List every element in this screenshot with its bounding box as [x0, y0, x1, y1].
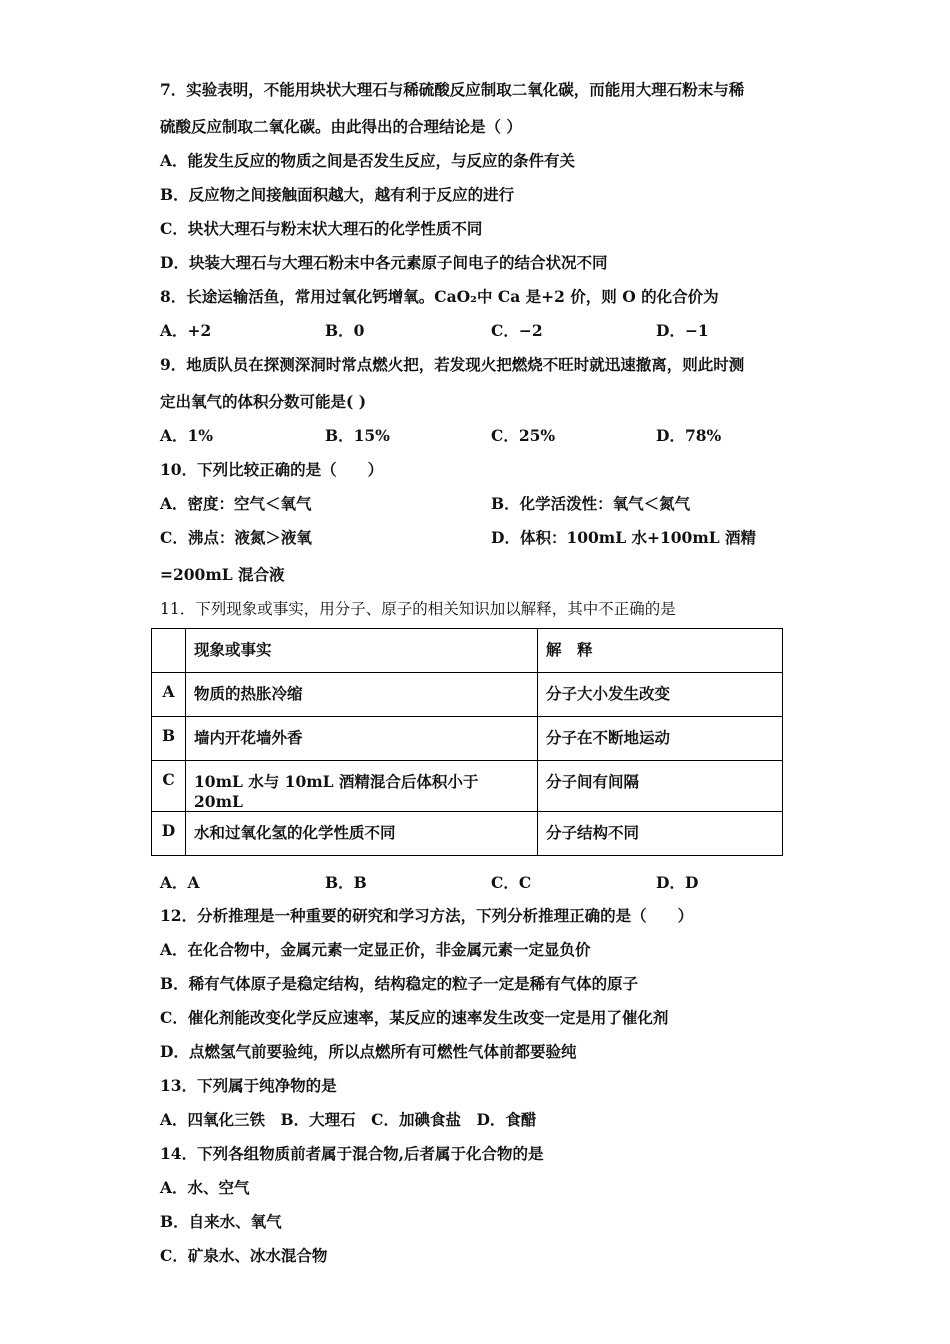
- q11-option-c: C．C: [491, 873, 532, 892]
- q14-option-a: A．水、空气: [160, 1178, 250, 1197]
- table-header-explain: 解 释: [538, 629, 783, 673]
- q8-option-c: C．−2: [491, 321, 543, 340]
- q8-option-b: B．0: [325, 321, 365, 340]
- table-row-key: A: [152, 673, 186, 717]
- q13-stem: 13．下列属于纯净物的是: [160, 1076, 337, 1095]
- q8-option-a: A．+2: [160, 321, 212, 340]
- table-row: [152, 673, 783, 717]
- table-row: [152, 812, 783, 856]
- table-row-explain: 分子在不断地运动: [538, 717, 783, 761]
- q14-option-b: B．自来水、氧气: [160, 1212, 282, 1231]
- q8-stem: 8．长途运输活鱼，常用过氧化钙增氧。CaO₂中 Ca 是+2 价，则 O 的化合价为: [160, 287, 719, 306]
- q11-stem: 11．下列现象或事实，用分子、原子的相关知识加以解释，其中不正确的是: [160, 600, 676, 618]
- table-row-explain: 分子结构不同: [538, 812, 783, 856]
- table-row-explain: 分子间有间隔: [538, 761, 783, 812]
- q7-stem-line2: 硫酸反应制取二氧化碳。由此得出的合理结论是（ ）: [160, 117, 522, 136]
- q7-option-a: A．能发生反应的物质之间是否发生反应，与反应的条件有关: [160, 151, 576, 170]
- q11-option-b: B．B: [325, 873, 367, 892]
- q12-option-b: B．稀有气体原子是稳定结构，结构稳定的粒子一定是稀有气体的原子: [160, 974, 639, 993]
- q9-option-a: A．1%: [160, 426, 214, 445]
- q10-option-d-continued: =200mL 混合液: [160, 565, 285, 584]
- q12-stem: 12．分析推理是一种重要的研究和学习方法，下列分析推理正确的是（ ）: [160, 906, 694, 925]
- q10-option-d: D．体积：100mL 水+100mL 酒精: [491, 528, 757, 547]
- table-row-fact: 10mL 水与 10mL 酒精混合后体积小于 20mL: [186, 761, 538, 812]
- q7-stem-line1: 7．实验表明，不能用块状大理石与稀硫酸反应制取二氧化碳，而能用大理石粉末与稀: [160, 80, 745, 99]
- q10-option-c: C．沸点：液氮＞液氧: [160, 528, 312, 547]
- q12-option-a: A．在化合物中，金属元素一定显正价，非金属元素一定显负价: [160, 940, 591, 959]
- q9-stem-line2: 定出氧气的体积分数可能是( ): [160, 392, 367, 411]
- table-cell-empty: [152, 629, 186, 673]
- table-row: [152, 761, 783, 812]
- table-row-explain: 分子大小发生改变: [538, 673, 783, 717]
- q13-options: A．四氧化三铁 B．大理石 C．加碘食盐 D．食醋: [160, 1110, 537, 1129]
- q12-option-c: C．催化剂能改变化学反应速率，某反应的速率发生改变一定是用了催化剂: [160, 1008, 669, 1027]
- q11-option-a: A．A: [160, 873, 200, 892]
- table-row: [152, 717, 783, 761]
- q9-stem-line1: 9．地质队员在探测深洞时常点燃火把，若发现火把燃烧不旺时就迅速撤离，则此时测: [160, 355, 745, 374]
- table-header-row: [152, 629, 783, 673]
- q10-option-a: A．密度：空气＜氧气: [160, 494, 312, 513]
- q14-option-c: C．矿泉水、冰水混合物: [160, 1246, 328, 1265]
- q7-option-c: C．块状大理石与粉末状大理石的化学性质不同: [160, 219, 483, 238]
- q10-option-b: B．化学活泼性：氧气＜氮气: [491, 494, 691, 513]
- table-row-fact: 墙内开花墙外香: [186, 717, 538, 761]
- q9-option-c: C．25%: [491, 426, 556, 445]
- table-row-key: C: [152, 761, 186, 812]
- table-header-fact: 现象或事实: [186, 629, 538, 673]
- q10-stem: 10．下列比较正确的是（ ）: [160, 460, 384, 479]
- q9-option-b: B．15%: [325, 426, 390, 445]
- table-row-key: B: [152, 717, 186, 761]
- table-row-key: D: [152, 812, 186, 856]
- q9-option-d: D．78%: [656, 426, 722, 445]
- q8-option-d: D．−1: [656, 321, 709, 340]
- q7-option-b: B．反应物之间接触面积越大，越有利于反应的进行: [160, 185, 515, 204]
- q7-option-d: D．块装大理石与大理石粉末中各元素原子间电子的结合状况不同: [160, 253, 608, 272]
- q12-option-d: D．点燃氢气前要验纯，所以点燃所有可燃性气体前都要验纯: [160, 1042, 577, 1061]
- q14-stem: 14．下列各组物质前者属于混合物,后者属于化合物的是: [160, 1144, 544, 1163]
- table-row-fact: 物质的热胀冷缩: [186, 673, 538, 717]
- q11-table: [151, 628, 783, 856]
- q11-option-d: D．D: [656, 873, 699, 892]
- table-row-fact: 水和过氧化氢的化学性质不同: [186, 812, 538, 856]
